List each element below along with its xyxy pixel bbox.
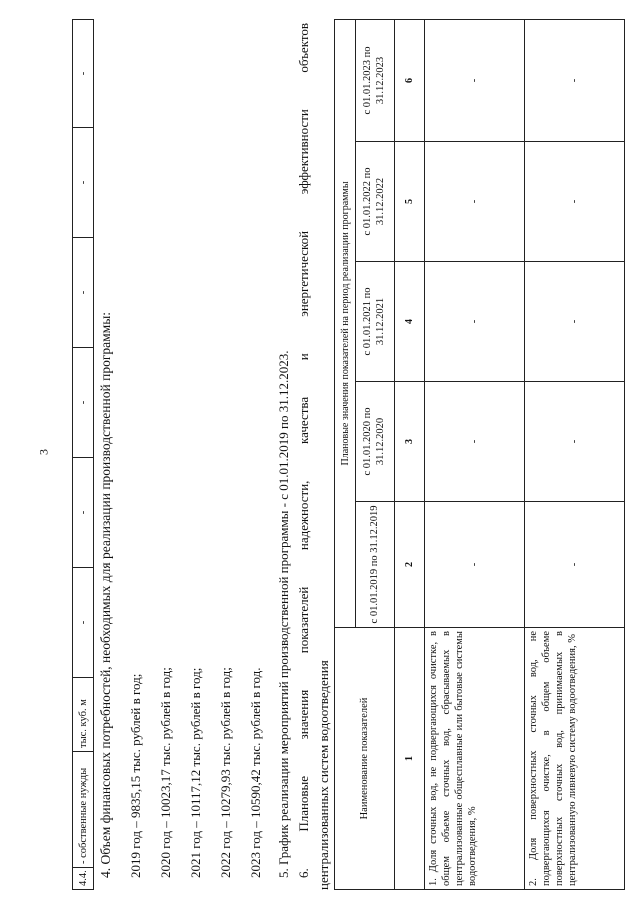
name-column-header: Наименование показателей	[335, 628, 395, 890]
indicator-value: -	[425, 502, 525, 628]
finance-item: 2023 год – 10590,42 тыс. рублей в год.	[248, 667, 263, 878]
indicator-value: -	[525, 142, 625, 262]
period-header: с 01.01.2022 по 31.12.2022	[356, 142, 395, 262]
finance-item: 2020 год – 10023,17 тыс. рублей в год;	[158, 667, 173, 878]
indicator-value: -	[525, 262, 625, 382]
indicator-value: -	[425, 262, 525, 382]
row-value: -	[73, 20, 94, 128]
table-header-row	[335, 19, 356, 889]
page-number: 3	[36, 449, 51, 455]
row-number: 4.4.	[73, 868, 94, 890]
indicator-value: -	[525, 382, 625, 502]
column-number: 5	[395, 142, 425, 262]
column-number-row	[395, 19, 425, 889]
table-row	[525, 19, 625, 889]
indicators-table	[334, 19, 625, 890]
row-value: -	[73, 128, 94, 238]
period-header: с 01.01.2020 по 31.12.2020	[356, 382, 395, 502]
table-row	[73, 20, 94, 890]
finance-item: 2022 год – 10279,93 тыс. рублей в год;	[218, 667, 233, 878]
section-6-title-line2: централизованных систем водоотведения	[316, 660, 331, 890]
indicator-value: -	[525, 19, 625, 141]
column-number: 3	[395, 382, 425, 502]
indicator-name: 2. Доля поверхностных сточных вод, не подвергающихся очистке, в общем объеме поверхностных сточных вод, принимаемых в централизованную ливневую систему водоотведения, %	[525, 628, 625, 890]
section-4-title: 4. Объем финансовых потребностей, необходимых для реализации производственной программы:	[98, 311, 113, 878]
indicator-value: -	[525, 502, 625, 628]
section-6-title-line1: 6. Плановые значения показателей надежности, качества и энергетической эффективности объектов	[296, 23, 311, 878]
finance-item: 2021 год – 10117,12 тыс. рублей в год;	[188, 667, 203, 878]
indicator-value: -	[425, 19, 525, 141]
section-6-title	[296, 23, 312, 878]
period-header: с 01.01.2019 по 31.12.2019	[356, 502, 395, 628]
column-number: 2	[395, 502, 425, 628]
period-header: с 01.01.2021 по 31.12.2021	[356, 262, 395, 382]
column-number: 6	[395, 19, 425, 141]
table-row	[425, 19, 525, 889]
indicator-value: -	[425, 382, 525, 502]
top-table	[72, 19, 94, 890]
column-number: 4	[395, 262, 425, 382]
group-header: Плановые значения показателей на период реализации программы	[335, 19, 356, 627]
row-value: -	[73, 458, 94, 568]
row-value: -	[73, 348, 94, 458]
section-5-text: 5. График реализации мероприятий производственной программы - с 01.01.2019 по 31.12.2023.	[276, 350, 291, 878]
rotated-page-content	[60, 20, 640, 890]
indicator-value: -	[425, 142, 525, 262]
indicator-name: 1. Доля сточных вод, не подвергающихся очистке, в общем объеме сточных вод, сбрасываемых в централизованные общесплавные или бытовые системы водоотведения, %	[425, 628, 525, 890]
row-unit: тыс. куб. м	[73, 678, 94, 752]
finance-item: 2019 год – 9835,15 тыс. рублей в год;	[128, 673, 143, 878]
row-name: - собственные нужды	[73, 752, 94, 868]
row-value: -	[73, 568, 94, 678]
column-number: 1	[395, 628, 425, 890]
period-header: с 01.01.2023 по 31.12.2023	[356, 19, 395, 141]
row-value: -	[73, 238, 94, 348]
